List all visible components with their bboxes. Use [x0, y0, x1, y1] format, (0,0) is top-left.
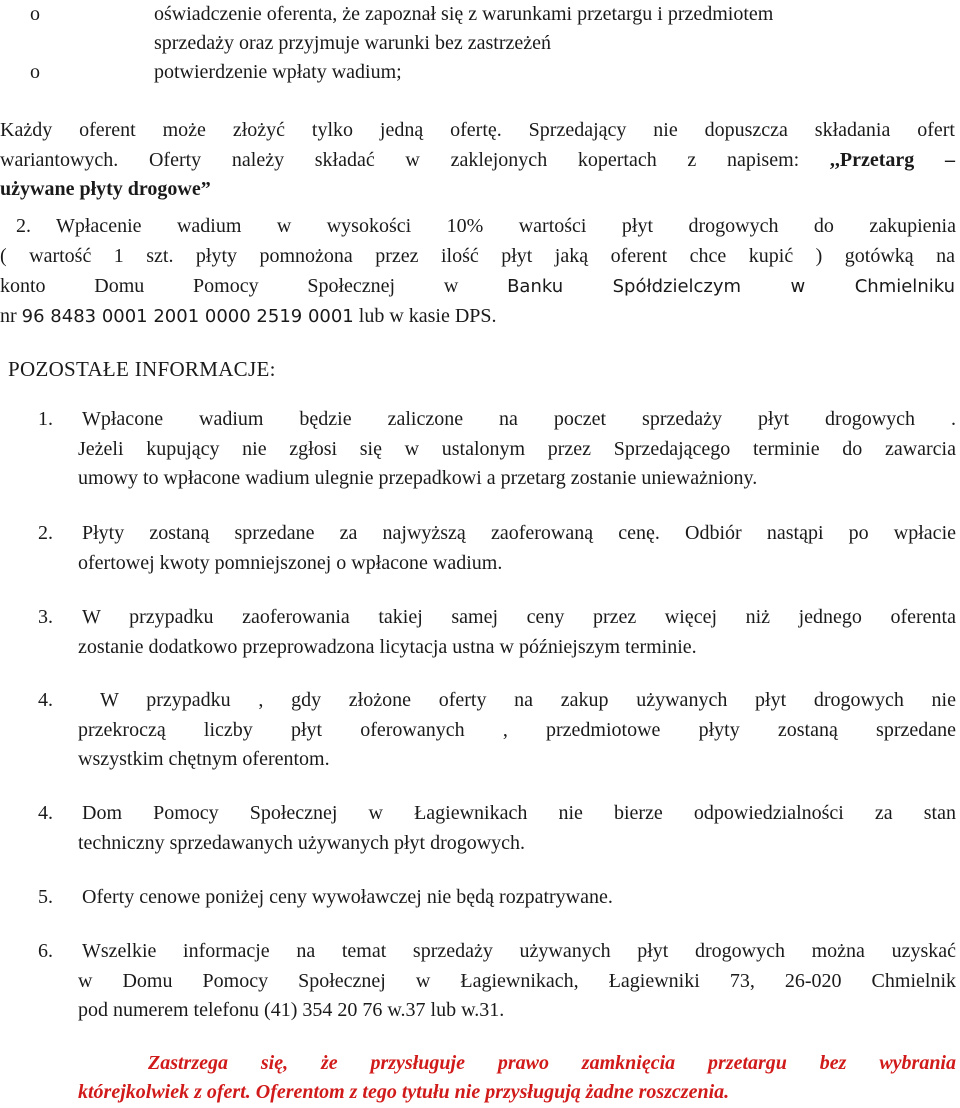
item-number: 3.	[38, 606, 53, 628]
offer-label: ,,Przetarg –	[829, 149, 955, 171]
item-number: 2.	[16, 215, 31, 237]
bank-name: Banku Spółdzielczym w Chmielniku	[507, 276, 955, 297]
offer-rules-line: wariantowych. Oferty należy składać w zaklejonych kopertach z napisem: ,,Przetarg –	[0, 149, 955, 171]
bullet-mark: o	[30, 61, 40, 83]
item-number: 5.	[38, 886, 53, 908]
account-number: 96 8483 0001 2001 0000 2519 0001	[21, 306, 354, 327]
closing-line: którejkolwiek z ofert. Oferentom z tego tytułu nie przysługują żadne roszczenia.	[78, 1081, 730, 1103]
item-line: w Domu Pomocy Społecznej w Łagiewnikach, Łagiewniki 73, 26-020 Chmielnik	[78, 969, 956, 992]
item-line: Oferty cenowe poniżej ceny wywoławczej nie będą rozpatrywane.	[82, 886, 613, 908]
deposit-line: ( wartość 1 szt. płyty pomnożona przez ilość płyt jaką oferent chce kupić ) gotówką na	[0, 245, 955, 267]
item-line: Dom Pomocy Społecznej w Łagiewnikach nie bierze odpowiedzialności za stan	[82, 802, 956, 824]
offer-rules-line	[0, 175, 955, 205]
bullet-mark: o	[30, 3, 40, 25]
deposit-line: nr 96 8483 0001 2001 0000 2519 0001 lub w kasie DPS.	[0, 305, 497, 327]
item-line: W przypadku , gdy złożone oferty na zakup używanych płyt drogowych nie	[100, 689, 956, 711]
offer-rules-line: Każdy oferent może złożyć tylko jedną ofertę. Sprzedający nie dopuszcza składania ofert	[0, 119, 955, 141]
item-line: ofertowej kwoty pomniejszonej o wpłacone wadium.	[78, 551, 503, 574]
item-number: 6.	[38, 940, 53, 962]
item-line: W przypadku zaoferowania takiej samej ceny przez więcej niż jednego oferenta	[82, 606, 956, 628]
item-number: 1.	[38, 408, 53, 430]
deposit-line: Wpłacenie wadium w wysokości 10% wartości płyt drogowych do zakupienia	[56, 215, 956, 237]
item-line: techniczny sprzedawanych używanych płyt drogowych.	[78, 831, 526, 854]
bullet-text: oświadczenie oferenta, że zapoznał się z warunkami przetargu i przedmiotem	[154, 3, 774, 25]
item-line: przekroczą liczby płyt oferowanych , przedmiotowe płyty zostaną sprzedane	[78, 718, 956, 741]
section-heading: POZOSTAŁE INFORMACJE:	[8, 357, 276, 381]
bullet-text: sprzedaży oraz przyjmuje warunki bez zastrzeżeń	[154, 32, 552, 54]
item-line: wszystkim chętnym oferentom.	[78, 748, 330, 770]
item-number: 4.	[38, 689, 53, 711]
item-number: 4.	[38, 802, 53, 824]
deposit-line: konto Domu Pomocy Społecznej w Banku Spółdzielczym w Chmielniku	[0, 275, 955, 297]
item-line: umowy to wpłacone wadium ulegnie przepadkowi a przetarg zostanie unieważniony.	[78, 467, 758, 489]
bullet-text: potwierdzenie wpłaty wadium;	[154, 61, 402, 83]
item-line: Wszelkie informacje na temat sprzedaży używanych płyt drogowych można uzyskać	[82, 940, 956, 962]
offer-label: używane płyty drogowe”	[0, 178, 211, 200]
item-line: Wpłacone wadium będzie zaliczone na poczet sprzedaży płyt drogowych .	[82, 408, 956, 430]
item-line: Płyty zostaną sprzedane za najwyższą zaoferowaną cenę. Odbiór nastąpi po wpłacie	[82, 522, 956, 544]
closing-line: Zastrzega się, że przysługuje prawo zamknięcia przetargu bez wybrania	[148, 1052, 956, 1074]
item-line: pod numerem telefonu (41) 354 20 76 w.37 lub w.31.	[78, 999, 505, 1021]
item-line: Jeżeli kupujący nie zgłosi się w ustalonym przez Sprzedającego terminie do zawarcia	[78, 437, 956, 460]
item-line: zostanie dodatkowo przeprowadzona licytacja ustna w późniejszym terminie.	[78, 635, 697, 658]
item-number: 2.	[38, 522, 53, 544]
